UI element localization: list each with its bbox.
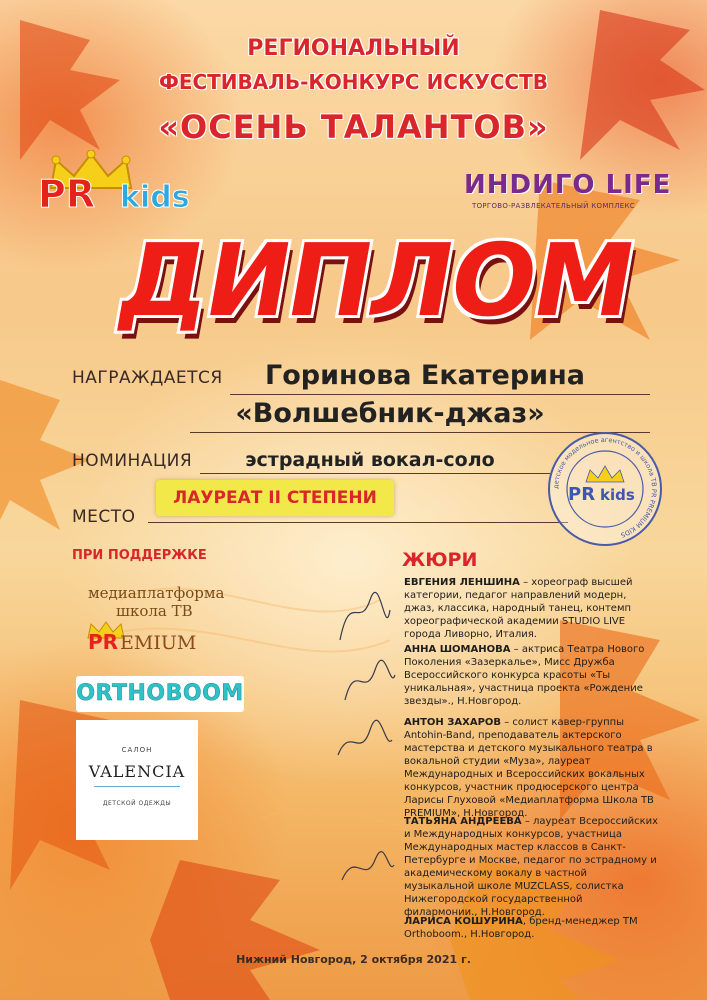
awarded-label: НАГРАЖДАЕТСЯ <box>72 368 223 388</box>
place-date: Нижний Новгород, 2 октября 2021 г. <box>236 953 471 966</box>
jury-member-desc: , бренд-менеджер ТМ Orthoboom., Н.Новгород. <box>404 916 638 940</box>
festival-region-line: РЕГИОНАЛЬНЫЙ <box>247 36 460 61</box>
indigo-life-logo <box>464 170 674 220</box>
jury-member <box>404 915 659 941</box>
media-platform-line1: медиаплатформа <box>88 584 225 602</box>
prkids-kids-text: kids <box>120 180 190 215</box>
nomination-label: НОМИНАЦИЯ <box>72 451 193 471</box>
jury-member-name: ТАТЬЯНА АНДРЕЕВА <box>404 816 522 827</box>
jury-member-desc: – хореограф высшей категории, педагог направлений модерн, джаз, классика, народный танец, контемп хореографической академии STUDIO LIVE города Ливорно, Италия. <box>404 577 633 640</box>
jury-member-name: АННА ШОМАНОВА <box>404 644 511 655</box>
jury-member-name: АНТОН ЗАХАРОВ <box>404 717 502 728</box>
stamp-kids: kids <box>600 486 635 504</box>
media-platform-logo <box>76 584 236 654</box>
valencia-bottom: ДЕТСКОЙ ОДЕЖДЫ <box>102 800 172 807</box>
jury-member-desc: – лауреат Всероссийских и Международных конкурсов, участница Международных мастер классов в Санкт-Петербурге и Москве, педагог по эстрадному и академическому вокалу в частной музыкальной школе MUZCLASS, солистка Нижегородской государственной филармонии., Н.Новгород. <box>404 816 659 918</box>
orthoboom-text: ORTHOBOOM <box>76 681 244 706</box>
awarded-underline <box>230 394 650 395</box>
valencia-top: САЛОН <box>121 746 153 754</box>
jury-member <box>404 815 659 919</box>
prkids-pr-text: PR <box>38 172 96 216</box>
place-label: МЕСТО <box>72 507 136 527</box>
place-underline <box>148 522 568 523</box>
valencia-name: VALENCIA <box>88 762 186 781</box>
nomination-value: эстрадный вокал-соло <box>245 449 495 471</box>
stamp-ring-text: детское модельное агентство и школа ТВ PR PREMIUM KIDS <box>551 435 659 540</box>
media-platform-line2: школа ТВ <box>116 602 193 620</box>
indigo-life-tagline: ТОРГОВО-РАЗВЛЕКАТЕЛЬНЫЙ КОМПЛЕКС <box>472 202 635 210</box>
orthoboom-logo <box>76 676 244 712</box>
festival-name: «ОСЕНЬ ТАЛАНТОВ» <box>158 108 549 146</box>
jury-member <box>404 643 659 708</box>
jury-member <box>404 716 659 820</box>
diploma-title: ДИПЛОМ <box>109 222 643 339</box>
jury-member <box>404 576 659 641</box>
jury-title: ЖЮРИ <box>402 549 478 571</box>
valencia-logo <box>76 720 198 840</box>
prkids-logo <box>36 150 201 220</box>
place-value: ЛАУРЕАТ II СТЕПЕНИ <box>156 480 394 516</box>
jury-member-name: ЛАРИСА КОШУРИНА <box>404 916 523 927</box>
jury-member-desc: – актриса Театра Нового Поколения «Зазеркалье», Мисс Дружба Всероссийского конкурса красоты «Ты уникальная», участница проекта «Рождение звезды»., Н.Новгород. <box>404 644 645 707</box>
valencia-divider <box>94 786 180 787</box>
indigo-life-name: ИНDИГО LIFE <box>464 170 672 200</box>
stamp-pr: PR <box>568 484 596 505</box>
premium-pr: PR <box>88 630 119 654</box>
jury-signatures <box>330 580 400 940</box>
support-title: ПРИ ПОДДЕРЖКЕ <box>72 548 207 563</box>
premium-rest: EMIUM <box>120 632 197 654</box>
jury-member-name: ЕВГЕНИЯ ЛЕНШИНА <box>404 577 520 588</box>
jury-member-desc: – солист кавер-группы Antohin-Band, преподаватель актерского мастерства и детского музыкального театра в вокальной студии «Муза», лауреат Международных и Всероссийских вокальных конкурсов, участник продюсерского центра Ларисы Глуховой «Медиаплатформа Школа ТВ PREMIUM», Н.Новгород. <box>404 717 654 819</box>
prkids-stamp <box>546 430 664 548</box>
group-name: «Волшебник-джаз» <box>235 398 545 429</box>
festival-type-line: ФЕСТИВАЛЬ-КОНКУРС ИСКУССТВ <box>158 70 548 94</box>
nomination-underline <box>200 473 550 474</box>
awarded-name: Горинова Екатерина <box>265 360 585 391</box>
